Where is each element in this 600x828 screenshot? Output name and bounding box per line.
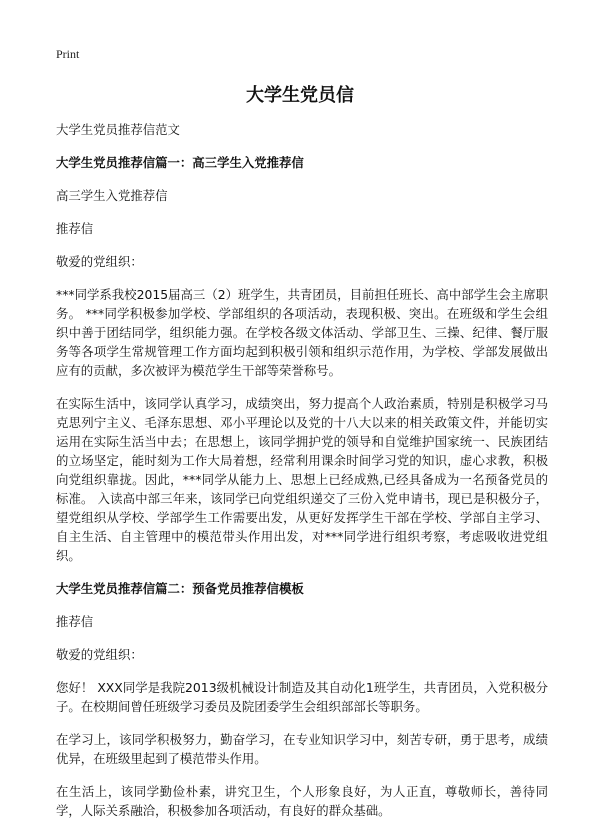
paragraph: 在学习上，该同学积极努力，勤奋学习，在专业知识学习中，刻苦专研，勇于思考，成绩优异，在班级里起到了模范带头作用。 — [56, 732, 548, 766]
paragraph: 在生活上，该同学勤俭朴素，讲究卫生，个人形象良好，为人正直，尊敬师长，善待同学，人际关系融洽，积极参加各项活动，有良好的群众基础。 — [56, 784, 548, 818]
paragraph: 推荐信 — [56, 221, 94, 236]
salutation: 敬爱的党组织： — [56, 254, 143, 269]
paragraph: 在实际生活中，该同学认真学习，成绩突出，努力提高个人政治素质，特别是积极学习马克思列宁主义、毛泽东思想、邓小平理论以及党的十八大以来的相关政策文件，并能切实运用在实际生活当中去；在思想上，该同学拥护党的领导和自觉维护国家统一、民族团结的立场坚定，能时刻为工作大局着想，经常利用课余时间学习党的知识，虚心求教，积极向党组织靠拢。因此，***同学从能力上、思想上已经成熟,已经具备成为一名预备党员的标准。 入读高中部三年来，该同学已向党组织递交了三份入党申请书，现已是积极分子，望党组织从学校、学部学生工作需要出发，从更好发挥学生干部在学校、学部自主学习、自主生活、自主管理中的模范带头作用出发，对***同学进行组织考察，考虑吸收进党组织。 — [56, 396, 548, 563]
document-title: 大学生党员信 — [246, 85, 354, 106]
print-link[interactable]: Print — [56, 47, 80, 61]
paragraph: 推荐信 — [56, 614, 94, 629]
section-heading-one: 大学生党员推荐信篇一：高三学生入党推荐信 — [56, 155, 304, 170]
section-heading-two: 大学生党员推荐信篇二：预备党员推荐信模板 — [56, 581, 304, 596]
paragraph: 您好！ XXX同学是我院2013级机械设计制造及其自动化1班学生，共青团员，入党积极分子。在校期间曾任班级学习委员及院团委学生会组织部部长等职务。 — [56, 680, 548, 714]
paragraph: ***同学系我校2015届高三（2）班学生，共青团员，目前担任班长、高中部学生会主席职务。 ***同学积极参加学校、学部组织的各项活动，表现积极、突出。在班级和学生会组织中善于团结同学，组织能力强。在学校各级文体活动、学部卫生、三操、纪律、餐厅服务等各项学生常规管理工作方面均起到积极引领和组织示范作用，为学校、学部发展做出应有的贡献，多次被评为模范学生干部等荣誉称号。 — [56, 287, 548, 378]
salutation: 敬爱的党组织： — [56, 647, 143, 662]
document-body — [56, 120, 548, 820]
paragraph-subtitle: 大学生党员推荐信范文 — [56, 122, 180, 137]
paragraph: 高三学生入党推荐信 — [56, 188, 168, 203]
